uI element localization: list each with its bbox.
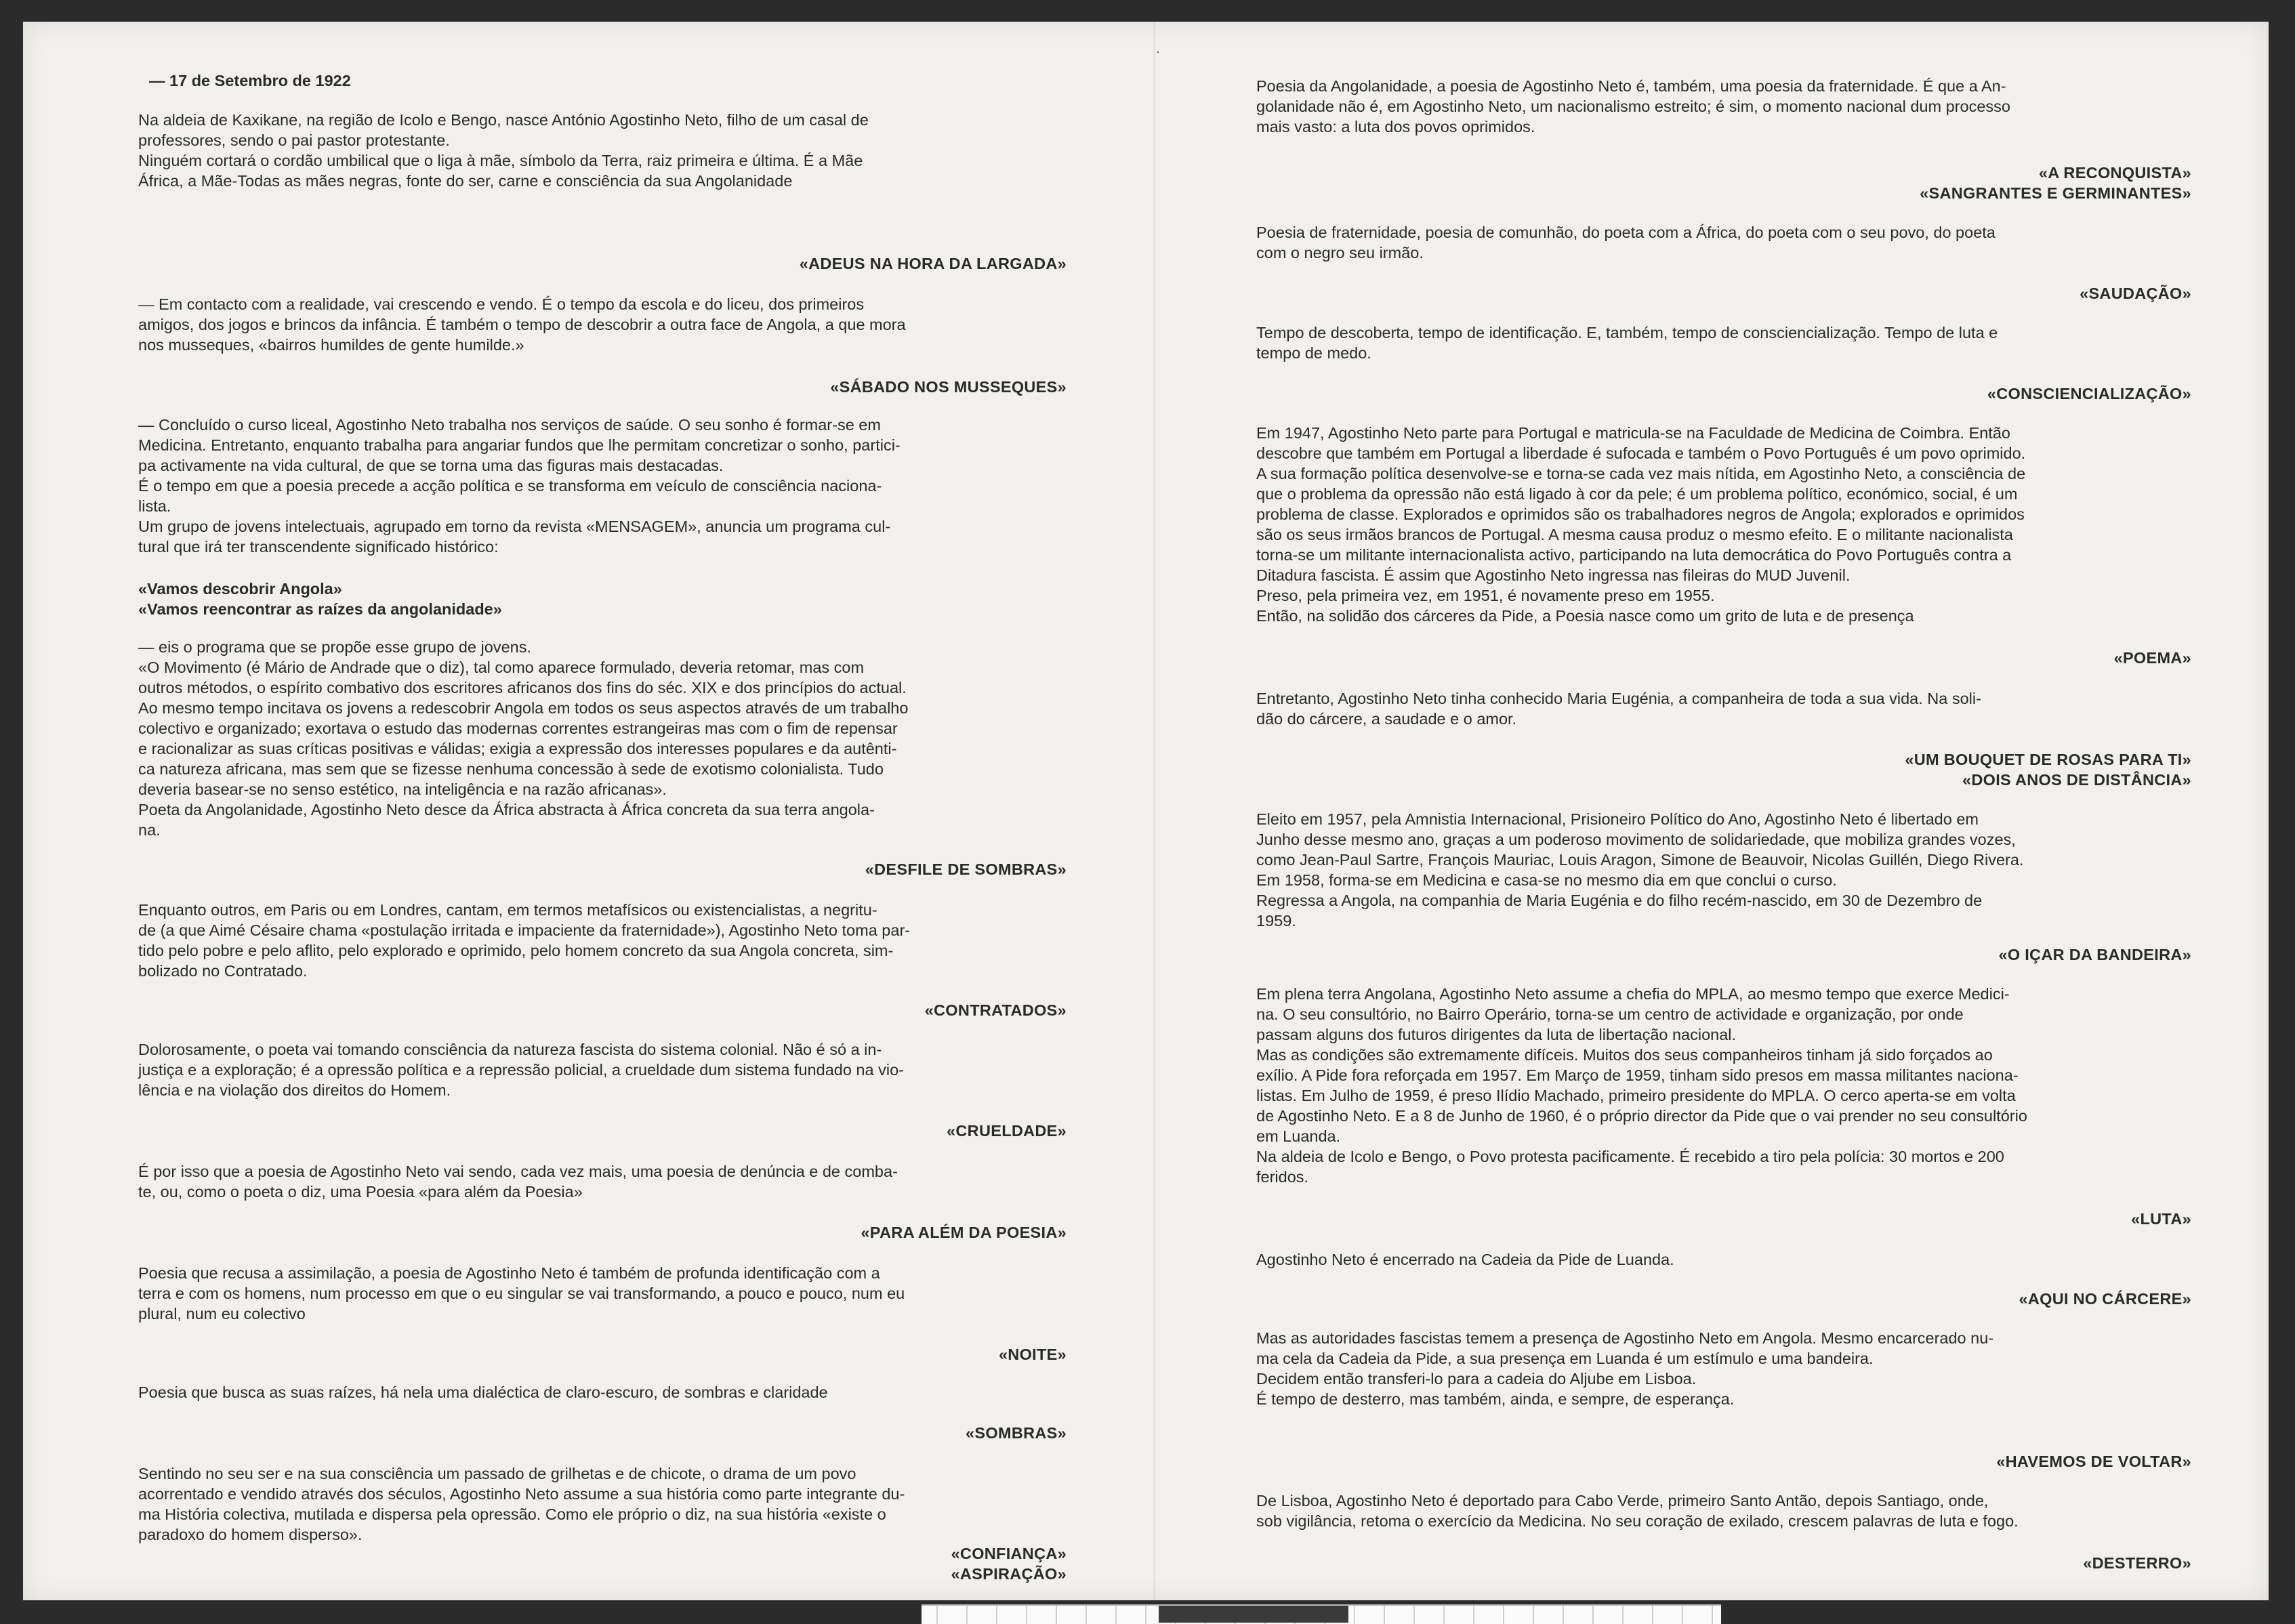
paragraph: Em 1947, Agostinho Neto parte para Portugal e matricula-se na Faculdade de Medicina de Coimbra. Então descobre que também em Portugal a liberdade é sufocada e também o Povo Português é um povo oprimido. A sua formação política desenvolve-se e torna-se cada vez mais nítida, em Agostinho Neto, a consciência de que o problema da opressão não está ligado à cor da pele; é um problema político, económico, social, é um problema de classe. Explorados e oprimidos são os trabalhadores negros de Angola; explorados e oprimidos são os seus irmãos brancos de Portugal. A mesma causa produz o mesmo efeito. E o militante nacionalista torna-se um militante internacionalista activo, participando na luta democrática do Povo Português contra a Ditadura fascista. É assim que Agostinho Neto ingressa nas fileiras do MUD Juvenil. Preso, pela primeira vez, em 1951, é novamente preso em 1955. Então, na solidão dos cárceres da Pide, a Poesia nasce como um grito de luta e de presença <box>1256 424 2026 625</box>
section-heading: «O IÇAR DA BANDEIRA» <box>1998 946 2191 963</box>
program-slogans: «Vamos descobrir Angola» «Vamos reencontrar as raízes da angolanidade» <box>138 580 502 618</box>
paragraph: — eis o programa que se propõe esse grupo de jovens. «O Movimento (é Mário de Andrade que o diz), tal como aparece formulado, deveria retomar, mas com outros métodos, o espírito combativo dos escritores africanos dos fins do séc. XIX e dos princípios do actual. Ao mesmo tempo incitava os jovens a redescobrir Angola em todos os seus aspectos através de um trabalho colectivo e organizado; exortava o estudo das modernas correntes estrangeiras mas com o fim de repensar e racionalizar as suas críticas positivas e válidas; exigia a expressão dos interesses populares e da autênti- ca natureza africana, mas sem que se fizesse nenhuma concessão à sede de exotismo colonialista. Tudo deveria basear-se no senso estético, na inteligência e na razão africanas». Poeta da Angolanidade, Agostinho Neto desce da África abstracta à África concreta da sua terra angola- na. <box>138 638 909 839</box>
scan-ruler-dark-segment <box>1159 1606 1348 1623</box>
paragraph: Poesia que busca as suas raízes, há nela uma dialéctica de claro-escuro, de sombras e claridade <box>138 1383 828 1401</box>
paragraph: Mas as autoridades fascistas temem a presença de Agostinho Neto em Angola. Mesmo encarcerado nu- ma cela da Cadeia da Pide, a sua presença em Luanda é um estímulo e uma bandeira. Decidem então transferi-lo para a cadeia do Aljube em Lisboa. É tempo de desterro, mas também, ainda, e sempre, de esperança. <box>1256 1329 1994 1408</box>
document-page <box>23 22 2269 1600</box>
date-heading: — 17 de Setembro de 1922 <box>149 72 351 89</box>
paragraph: Eleito em 1957, pela Amnistia Internacional, Prisioneiro Político do Ano, Agostinho Neto é libertado em Junho desse mesmo ano, graças a um poderoso movimento de solidariedade, que mobiliza grandes vozes, como Jean-Paul Sartre, François Mauriac, Louis Aragon, Simone de Beauvoir, Nicolas Guillén, Diego Rivera. Em 1958, forma-se em Medicina e casa-se no mesmo dia em que conclui o curso. Regressa a Angola, na companhia de Maria Eugénia e do filho recém-nascido, em 30 de Dezembro de 1959. <box>1256 810 2024 930</box>
paragraph: É por isso que a poesia de Agostinho Neto vai sendo, cada vez mais, uma poesia de denúncia e de comba- te, ou, como o poeta o diz, uma Poesia «para além da Poesia» <box>138 1163 898 1201</box>
section-heading: «CONTRATADOS» <box>924 1001 1067 1019</box>
paragraph: Poesia da Angolanidade, a poesia de Agostinho Neto é, também, uma poesia da fraternidade. É que a An- golanidade não é, em Agostinho Neto, um nacionalismo estreito; é sim, o momento nacional dum processo mais vasto: a luta dos povos oprimidos. <box>1256 77 2010 136</box>
section-heading: «A RECONQUISTA» «SANGRANTES E GERMINANTES» <box>1920 164 2191 202</box>
top-mark: · <box>1156 45 1160 58</box>
paragraph: Enquanto outros, em Paris ou em Londres, cantam, em termos metafísicos ou existencialistas, a negritu- de (a que Aimé Césaire chama «postulação irritada e impaciente da fraternidade»), Agostinho Neto toma par- tido pelo pobre e pelo aflito, pelo explorado e oprimido, pelo homem concreto da sua Angola concreta, sim- bolizado no Contratado. <box>138 901 911 980</box>
paragraph: — Em contacto com a realidade, vai crescendo e vendo. É o tempo da escola e do liceu, dos primeiros amigos, dos jogos e brincos da infância. É também o tempo de descobrir a outra face de Angola, a que mora nos musseques, «bairros humildes de gente humilde.» <box>138 295 906 354</box>
section-heading: «DESTERRO» <box>2083 1554 2191 1572</box>
section-heading: «SÁBADO NOS MUSSEQUES» <box>830 378 1067 396</box>
section-heading: «CRUELDADE» <box>947 1122 1067 1140</box>
section-heading: «ADEUS NA HORA DA LARGADA» <box>799 255 1067 272</box>
paragraph: Sentindo no seu ser e na sua consciência um passado de grilhetas e de chicote, o drama de um povo acorrentado e vendido através dos séculos, Agostinho Neto assume a sua história como parte integrante du- ma História colectiva, mutilada e dispersa pela opressão. Como ele próprio o diz, na sua história «existe o paradoxo do homem disperso». <box>138 1465 905 1543</box>
section-heading: «SOMBRAS» <box>966 1424 1067 1442</box>
section-heading: «DESFILE DE SOMBRAS» <box>865 860 1067 878</box>
paragraph: Entretanto, Agostinho Neto tinha conhecido Maria Eugénia, a companheira de toda a sua vida. Na soli- dão do cárcere, a saudade e o amor. <box>1256 690 1981 728</box>
paragraph: De Lisboa, Agostinho Neto é deportado para Cabo Verde, primeiro Santo Antão, depois Santiago, onde, sob vigilância, retoma o exercício da Medicina. No seu coração de exilado, crescem palavras de luta e fogo. <box>1256 1492 2019 1530</box>
section-heading: «AQUI NO CÁRCERE» <box>2019 1290 2191 1308</box>
paragraph: Na aldeia de Kaxikane, na região de Icolo e Bengo, nasce António Agostinho Neto, filho de um casal de professores, sendo o pai pastor protestante. Ninguém cortará o cordão umbilical que o liga à mãe, símbolo da Terra, raiz primeira e última. É a Mãe África, a Mãe-Todas as mães negras, fonte do ser, carne e consciência da sua Angolanidade <box>138 111 869 190</box>
section-heading: «HAVEMOS DE VOLTAR» <box>1996 1453 2191 1470</box>
section-heading: «SAUDAÇÃO» <box>2080 285 2191 302</box>
section-heading: «PARA ALÉM DA POESIA» <box>861 1224 1067 1241</box>
center-fold <box>1153 22 1155 1600</box>
paragraph: Poesia de fraternidade, poesia de comunhão, do poeta com a África, do poeta com o seu povo, do poeta com o negro seu irmão. <box>1256 224 1996 262</box>
section-heading: «LUTA» <box>2131 1210 2191 1228</box>
section-heading: «CONSCIENCIALIZAÇÃO» <box>1987 385 2191 402</box>
section-heading: «CONFIANÇA» «ASPIRAÇÃO» <box>951 1545 1067 1583</box>
section-heading: «NOITE» <box>998 1346 1067 1363</box>
paragraph: Em plena terra Angolana, Agostinho Neto assume a chefia do MPLA, ao mesmo tempo que exerce Medici- na. O seu consultório, no Bairro Operário, torna-se um centro de actividade e organização, por onde passam alguns dos futuros dirigentes da luta de libertação nacional. Mas as condições são extremamente difíceis. Muitos dos seus companheiros tinham já sido forçados ao exílio. A Pide fora reforçada em 1957. Em Março de 1959, tinham sido presos em massa militantes naciona- listas. Em Julho de 1959, é preso Ilídio Machado, primeiro presidente do MPLA. O cerco aperta-se em volta de Agostinho Neto. E a 8 de Junho de 1960, é o próprio director da Pide que o vai prender no seu consultório em Luanda. Na aldeia de Icolo e Bengo, o Povo protesta pacificamente. É recebido a tiro pela polícia: 30 mortos e 200 feridos. <box>1256 985 2027 1186</box>
paragraph: Poesia que recusa a assimilação, a poesia de Agostinho Neto é também de profunda identificação com a terra e com os homens, num processo em que o eu singular se vai transformando, a pouco e pouco, num eu plural, num eu colectivo <box>138 1264 905 1323</box>
paragraph: Agostinho Neto é encerrado na Cadeia da Pide de Luanda. <box>1256 1251 1674 1268</box>
paragraph: Tempo de descoberta, tempo de identificação. E, também, tempo de consciencialização. Tempo de luta e tempo de medo. <box>1256 324 1998 362</box>
section-heading: «UM BOUQUET DE ROSAS PARA TI» «DOIS ANOS DE DISTÂNCIA» <box>1905 751 2191 789</box>
paragraph: Dolorosamente, o poeta vai tomando consciência da natureza fascista do sistema colonial. Não é só a in- justiça e a exploração; é a opressão política e a repressão policial, a crueldade dum sistema fundado na vio- lência e na violação dos direitos do Homem. <box>138 1041 904 1099</box>
paragraph: — Concluído o curso liceal, Agostinho Neto trabalha nos serviços de saúde. O seu sonho é formar-se em Medicina. Entretanto, enquanto trabalha para angariar fundos que lhe permitam concretizar o sonho, partici- pa activamente na vida cultural, de que se torna uma das figuras mais destacadas. É o tempo em que a poesia precede a acção política e se transforma em veículo de consciência naciona- lista. Um grupo de jovens intelectuais, agrupado em torno da revista «MENSAGEM», anuncia um programa cul- tural que irá ter transcendente significado histórico: <box>138 416 901 556</box>
section-heading: «POEMA» <box>2113 649 2191 667</box>
